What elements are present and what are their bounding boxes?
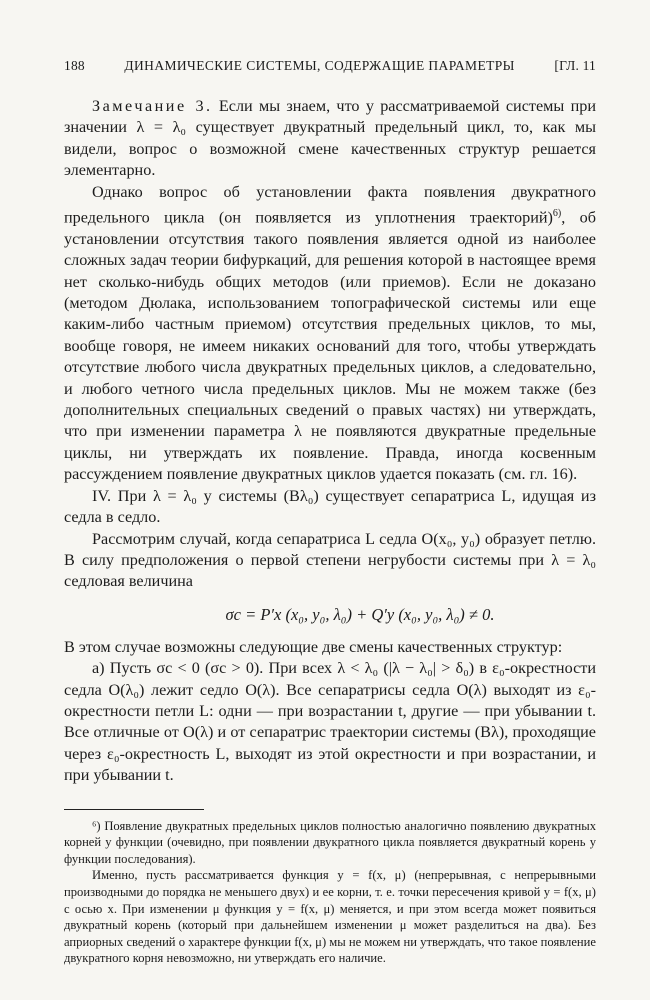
- footnote: [64, 818, 596, 967]
- footnote-paragraph-1: ⁶) Появление двукратных предельных циклов полностью аналогично появлению двукратных корней у функции (очевидно, при появлении двукратного цикла появляется двукратный корень у функции последования).: [64, 818, 596, 866]
- main-text: [64, 96, 596, 787]
- p2-part-b: , об установлении отсутствия такого появления является одной из наиболее сложных задач теории бифуркаций, для решения которой в настоящее время нет сколько-нибудь общих методов (или приемов). Если не доказано (методом Дюлака, использованием топографической системы или еще каким-либо частным приемом) отсутствия предельных циклов, то мы, вообще говоря, не имеем никаких оснований для того, чтобы утверждать отсутствие любого числа двукратных предельных циклов, а следовательно, и любого четного числа предельных циклов. Мы не можем также (без дополнительных специальных сведений о правых частях) ни утверждать, что при изменении параметра λ не появляются двукратные предельные циклы, ни утверждать их появление. Правда, иногда косвенным рассуждением появление двукратных циклов удается показать (см. гл. 16).: [64, 208, 596, 484]
- book-page: [64, 58, 596, 967]
- p2-part-a: Однако вопрос об установлении факта появления двукратного предельного цикла (он появляется из уплотнения траекторий): [64, 182, 596, 227]
- paragraph-5: В этом случае возможны следующие две смены качественных структур:: [64, 637, 563, 656]
- paragraph-2: [64, 182, 596, 486]
- footnote-divider: [64, 809, 204, 810]
- remark-heading: Замечание 3.: [92, 97, 213, 115]
- remark-text: Если мы знаем, что у рассматриваемой системы при значении λ = λ₀ существует двукратный предельный цикл, то, как мы видели, вопрос о возможной смене качественных структур решается элементарно.: [64, 97, 597, 180]
- paragraph-3: IV. При λ = λ₀ у системы (Bλ₀) существует сепаратриса L, идущая из седла в седло.: [64, 486, 596, 527]
- page-number: 188: [64, 58, 85, 73]
- remark-paragraph: [64, 96, 596, 182]
- saddle-value-formula: σc = P′x (x₀, y₀, λ₀) + Q′y (x₀, y₀, λ₀) ≠ 0.: [225, 604, 495, 624]
- chapter-ref: [ГЛ. 11: [554, 58, 596, 73]
- running-title: ДИНАМИЧЕСКИЕ СИСТЕМЫ, СОДЕРЖАЩИЕ ПАРАМЕТРЫ: [124, 58, 515, 73]
- footnote-marker: 6): [552, 208, 562, 220]
- running-header: [64, 58, 596, 74]
- paragraph-6: а) Пусть σc < 0 (σc > 0). При всех λ < λ₀ (|λ − λ₀| > δ₀) в ε₀-окрестности седла O(λ₀) лежит седло O(λ). Все сепаратрисы седла O(λ) выходят из ε₀-окрестности петли L: одни — при возрастании t, другие — при убывании t. Все отличные от O(λ) и от сепаратрис траектории системы (Bλ), проходящие через ε₀-окрестность L, выходят из этой окрестности и при возрастании, и при убывании t.: [64, 659, 596, 785]
- paragraph-4: Рассмотрим случай, когда сепаратриса L седла O(x₀, y₀) образует петлю. В силу предположения о первой степени негрубости системы при λ = λ₀ седловая величина: [64, 529, 596, 591]
- footnote-paragraph-2: Именно, пусть рассматривается функция y = f(x, μ) (непрерывная, с непрерывными производными до порядка не меньшего двух) и ее корни, т. е. точки пересечения кривой y = f(x, μ) с осью x. При изменении μ функция y = f(x, μ) меняется, и при этом всегда может появиться двукратный корень (который при дальнейшем изменении μ может разделиться на два). Без априорных сведений о характере функции f(x, μ) мы не можем ни утверждать, что такое появление двукратного корня невозможно, ни утверждать его наличие.: [64, 868, 596, 966]
